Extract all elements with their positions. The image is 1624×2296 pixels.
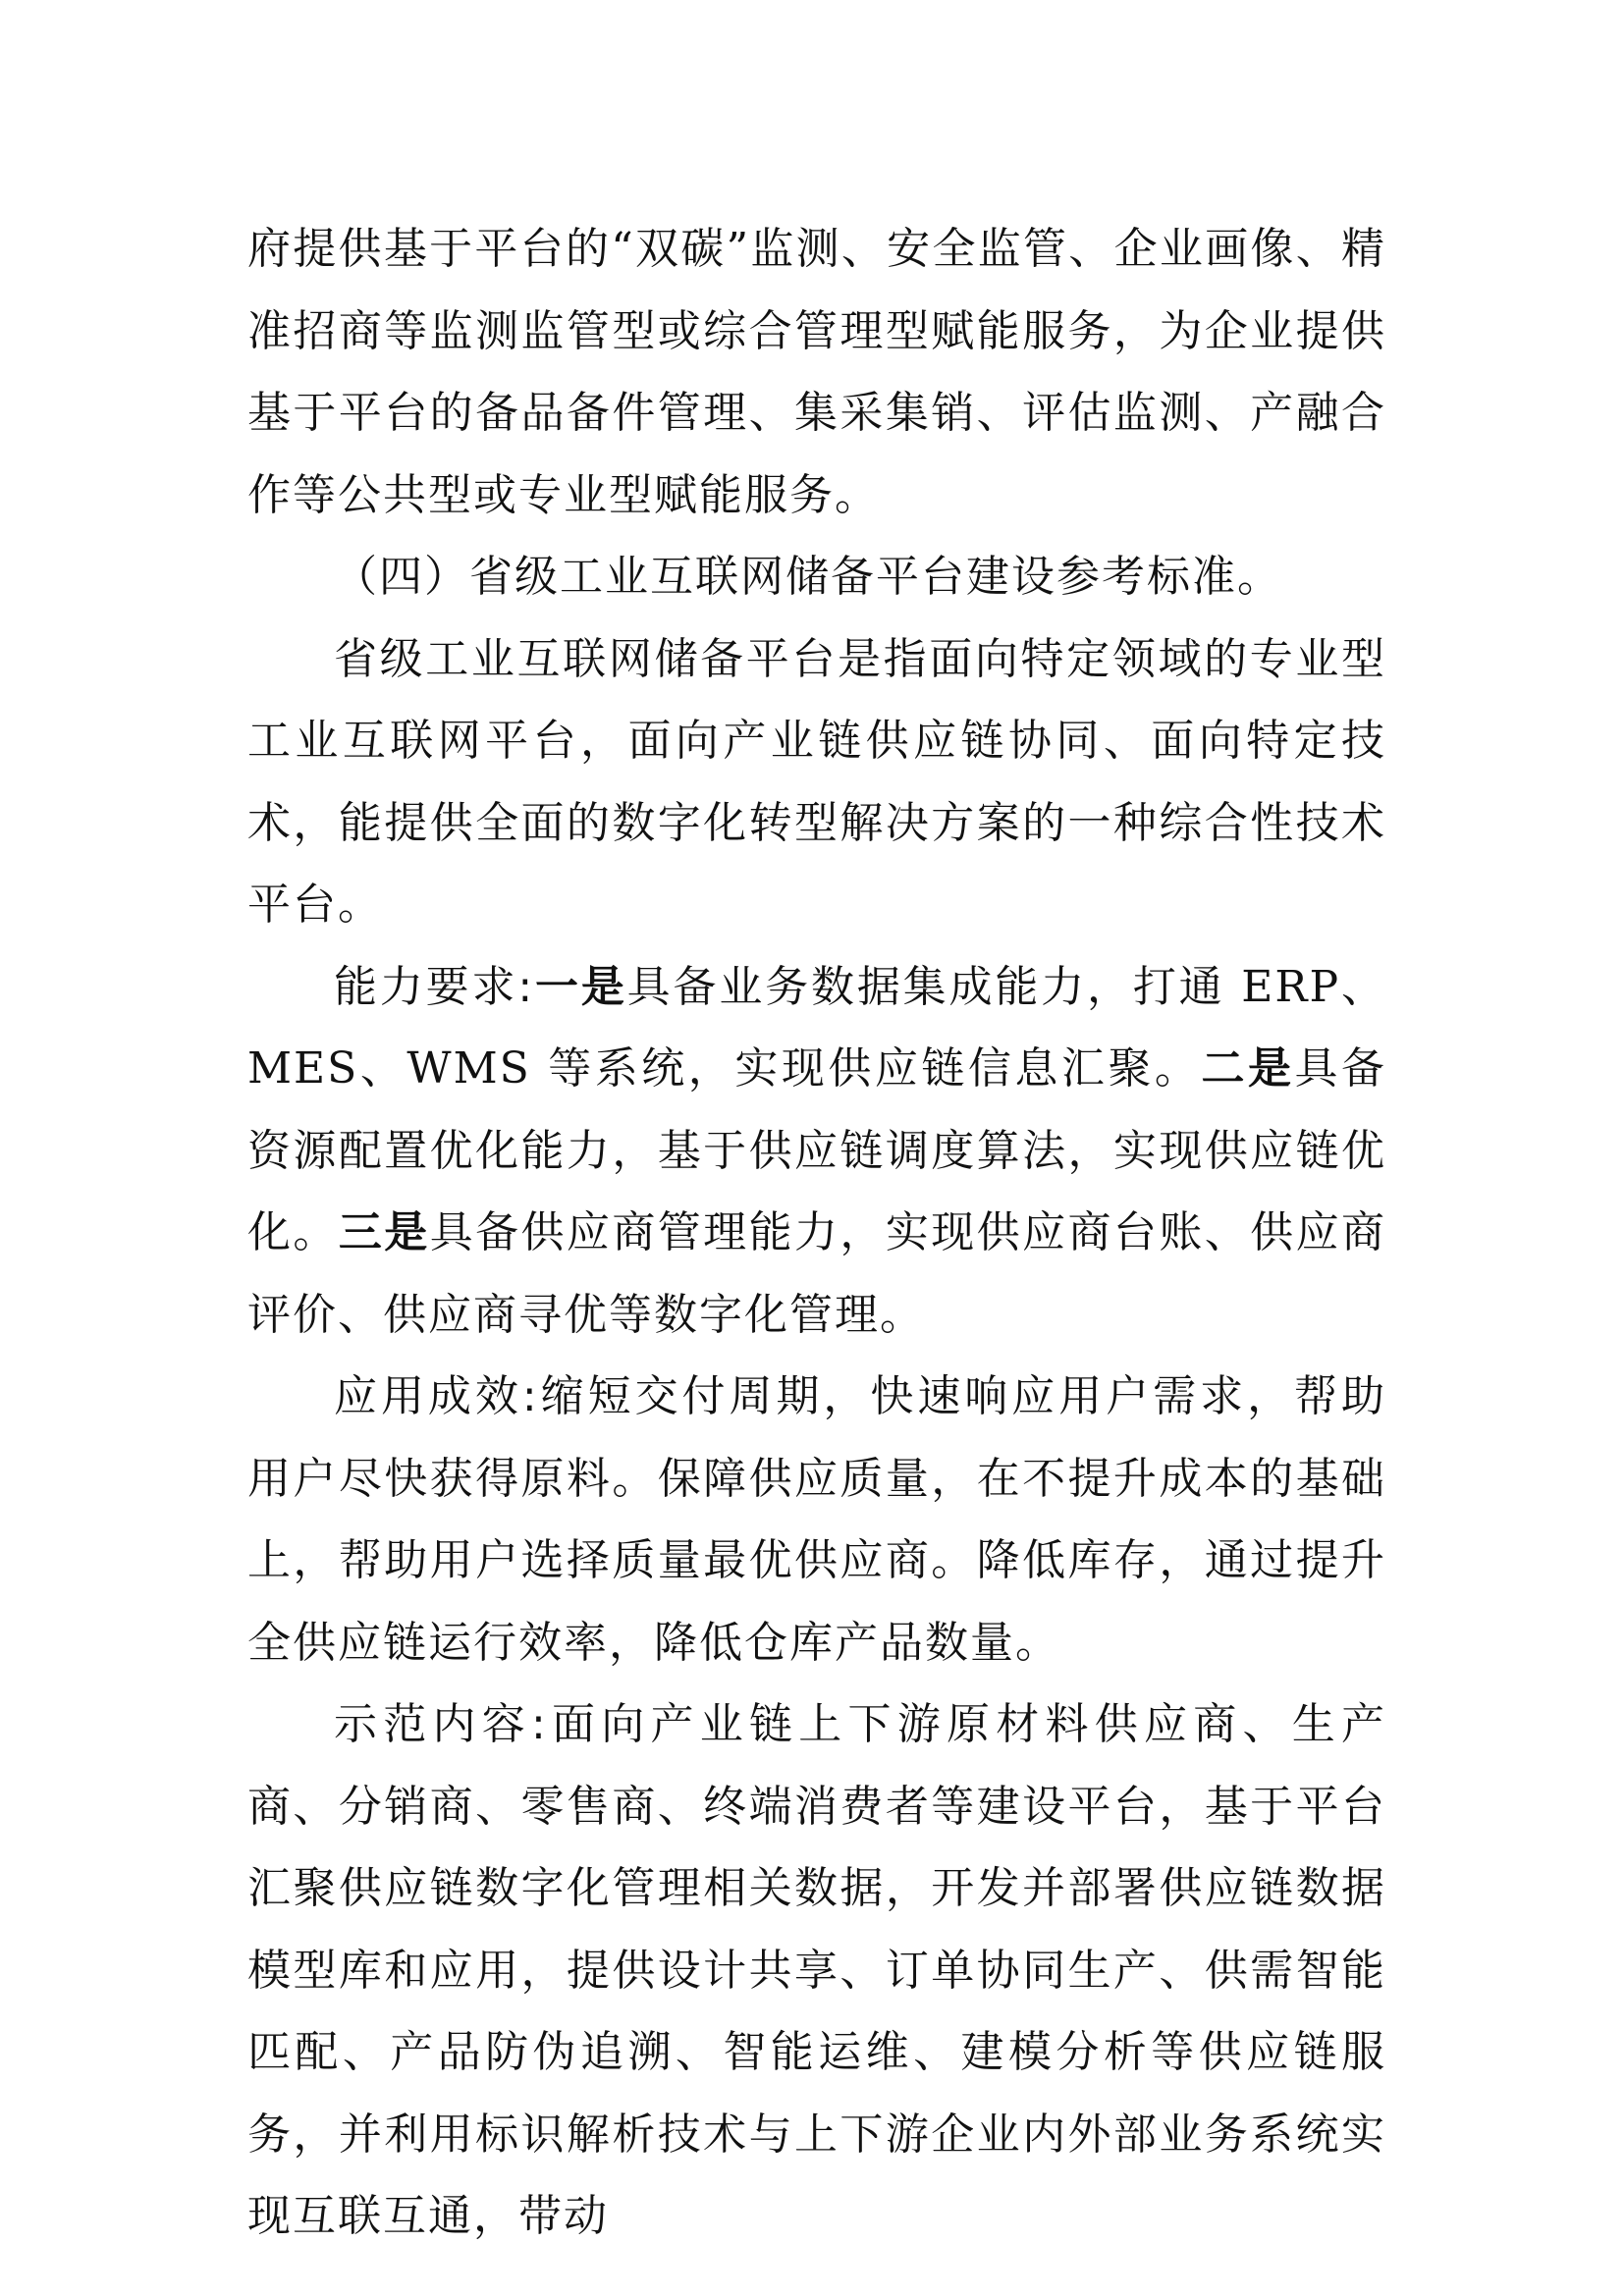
- ability-two-text: 具备资源配置优化能力，基于供应链调度算法，实现供应链优化。: [247, 1043, 1386, 1257]
- ability-three-label: 三是: [338, 1207, 430, 1257]
- ability-one-text: 具备业务数据集成能力，打通 ERP、MES、WMS 等系统，实现供应链信息汇聚。: [247, 961, 1386, 1094]
- ability-one-label: 一是: [534, 961, 627, 1012]
- document-body: [247, 208, 1386, 2258]
- paragraph-demonstration-content: [247, 1683, 1386, 2258]
- ability-two-label: 二是: [1201, 1043, 1295, 1094]
- paragraph-application-effects: [247, 1356, 1386, 1683]
- ability-three-text: 具备供应商管理能力，实现供应商台账、供应商评价、供应商寻优等数字化管理。: [247, 1207, 1387, 1340]
- paragraph-platform-definition: 省级工业互联网储备平台是指面向特定领域的专业型工业互联网平台，面向产业链供应链协同、面向特定技术，能提供全面的数字化转型解决方案的一种综合性技术平台。: [247, 633, 1386, 930]
- paragraph-ability-requirements: [247, 946, 1386, 1357]
- ability-label: 能力要求:: [334, 961, 535, 1012]
- paragraph-continued: 府提供基于平台的“双碳”监测、安全监管、企业画像、精准招商等监测监管型或综合管理型赋能服务，为企业提供基于平台的备品备件管理、集采集销、评估监测、产融合作等公共型或专业型赋能服务。: [247, 224, 1386, 520]
- section-heading-4: （四）省级工业互联网储备平台建设参考标准。: [334, 552, 1282, 602]
- demo-label: 示范内容:: [334, 1699, 548, 1749]
- effect-text: 缩短交付周期，快速响应用户需求，帮助用户尽快获得原料。保障供应质量，在不提升成本的基础上，帮助用户选择质量最优供应商。降低库存，通过提升全供应链运行效率，降低仓库产品数量。: [247, 1371, 1387, 1668]
- effect-label: 应用成效:: [334, 1371, 539, 1421]
- demo-text: 面向产业链上下游原材料供应商、生产商、分销商、零售商、终端消费者等建设平台，基于平台汇聚供应链数字化管理相关数据，开发并部署供应链数据模型库和应用，提供设计共享、订单协同生产、供需智能匹配、产品防伪追溯、智能运维、建模分析等供应链服务，并利用标识解析技术与上下游企业内外部业务系统实现互联互通，带动: [247, 1699, 1386, 2241]
